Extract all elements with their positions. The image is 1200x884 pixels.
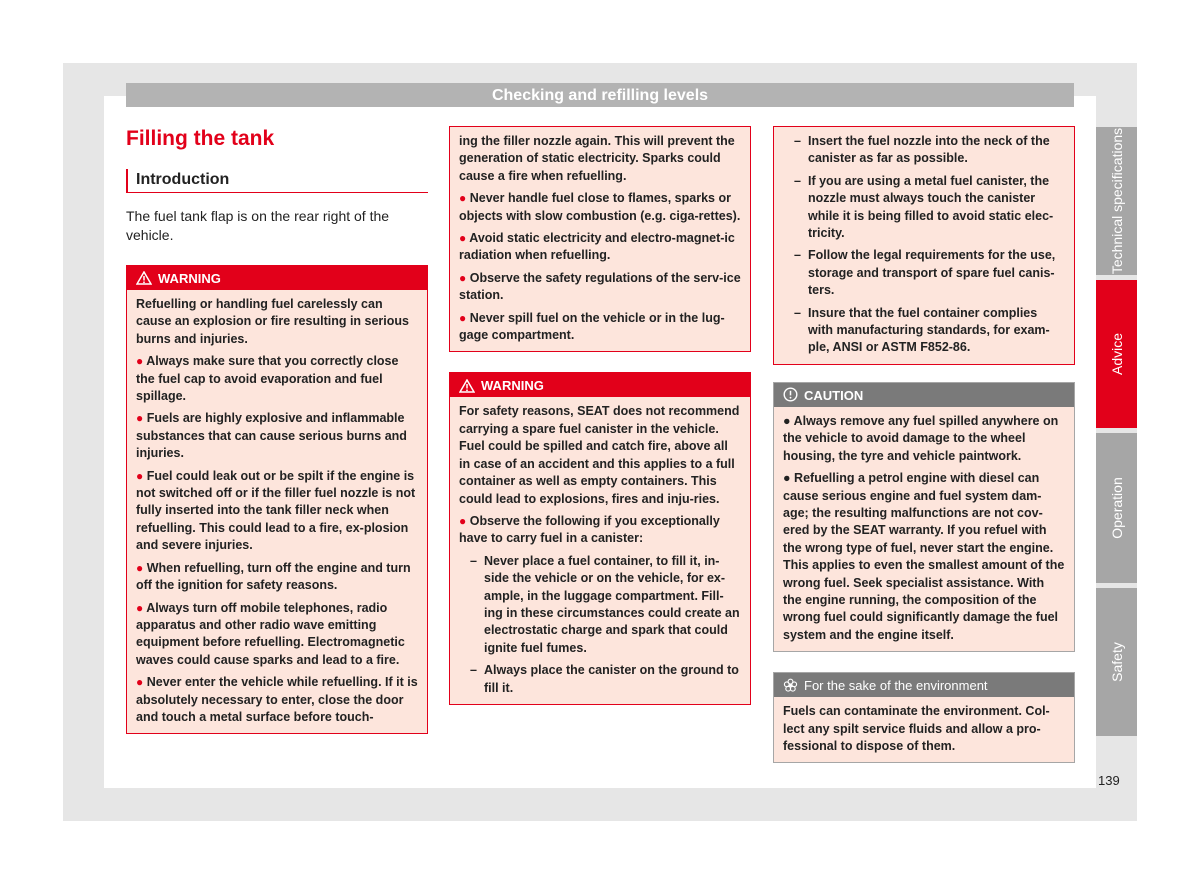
caution-label: CAUTION [804, 387, 864, 403]
warning-bullet: ● Avoid static electricity and electro-magnet-ic radiation when refuelling. [459, 231, 735, 263]
warning-dash-item: – Never place a fuel container, to fill it, in-side the vehicle or on the vehicle, for ex-ample, in the luggage compartment. Fill-ing in these circumstances could create an electrostatic charge and spark that could ignite fuel fumes. [470, 553, 740, 655]
warning-box-continued [449, 126, 751, 352]
warning-triangle-icon [459, 379, 475, 393]
warning-dash-item: – Insert the fuel nozzle into the neck of the canister as far as possible. [794, 134, 1050, 166]
bullet-icon: ● [783, 413, 791, 428]
bullet-icon: ● [459, 191, 467, 206]
tab-label: Advice [1108, 332, 1125, 376]
warning-bullet: ● Never spill fuel on the vehicle or in the lug-gage compartment. [459, 310, 725, 343]
environment-header [774, 673, 1074, 697]
warning-bullet: ● Fuels are highly explosive and inflammable substances that can cause serious burns and injuries. [136, 411, 407, 461]
warning-bullet: ● When refuelling, turn off the engine and turn off the ignition for safety reasons. [136, 560, 411, 593]
environment-label: For the sake of the environment [804, 678, 988, 694]
warning-label: WARNING [158, 271, 221, 286]
bullet-icon: ● [459, 310, 467, 325]
column-3 [773, 126, 1075, 763]
bullet-icon: ● [136, 600, 144, 615]
caution-bullet: ● Refuelling a petrol engine with diesel can cause serious engine and fuel system dam-age; the resulting malfunctions are not cov-ered by the SEAT warranty. If you refuel with the wrong type of fuel, never start the engine. This applies to even the smallest amount of the wrong fuel. Seek specialist assistance. With the engine running, the composition of the wrong fuel could significantly damage the fuel system and the engine itself. [783, 471, 1065, 642]
warning-intro: For safety reasons, SEAT does not recommend carrying a spare fuel canister in the vehicle. Fuel could be spilled and catch fire, above all in case of an accident and this applies to a full container as well as empty containers. This could lead to explosions, fires and inju-ries. [459, 404, 740, 506]
bullet-icon: ● [459, 270, 467, 285]
warning-continuation: ing the filler nozzle again. This will prevent the generation of static electricity. Sparks could cause a fire when refuelling. [459, 134, 735, 183]
caution-box [773, 382, 1075, 652]
tab-safety[interactable] [1096, 588, 1137, 736]
bullet-icon: ● [136, 468, 144, 483]
warning-bullet: ● Always turn off mobile telephones, radio apparatus and other radio wave emitting equipment before refuelling. Electromagnetic waves could cause sparks and lead to a fire. [136, 600, 405, 667]
warning-dash-item: – Always place the canister on the ground to fill it. [470, 663, 739, 695]
warning-intro: Refuelling or handling fuel carelessly can cause an explosion or fire resulting in serious burns and injuries. [136, 297, 409, 346]
warning-bullet: ● Always make sure that you correctly close the fuel cap to avoid evaporation and fuel spillage. [136, 354, 399, 404]
tab-label: Safety [1108, 642, 1125, 682]
warning-bullet: ● Never handle fuel close to flames, sparks or objects with slow combustion (e.g. ciga-rettes). [459, 191, 741, 223]
warning-box-2-continued [773, 126, 1075, 365]
bullet-icon: ● [136, 675, 144, 690]
tab-label: Operation [1108, 477, 1125, 539]
bullet-icon: ● [459, 513, 467, 528]
environment-text: Fuels can contaminate the environment. Col-lect any spilt service fluids and allow a pro-fessional to dispose of them. [783, 704, 1050, 753]
tab-advice[interactable] [1096, 280, 1137, 428]
chapter-header: Checking and refilling levels [126, 83, 1074, 107]
bullet-icon: ● [459, 231, 467, 246]
warning-header [450, 373, 750, 397]
caution-header [774, 383, 1074, 407]
warning-bullet: ● Observe the safety regulations of the serv-ice station. [459, 270, 741, 303]
warning-triangle-icon [136, 271, 152, 285]
caution-bullet: ● Always remove any fuel spilled anywhere on the vehicle to avoid damage to the wheel housing, the tyre and vehicle paintwork. [783, 413, 1059, 463]
bullet-icon: ● [136, 560, 144, 575]
warning-dash-item: – Follow the legal requirements for the use, storage and transport of spare fuel canis-ters. [794, 248, 1056, 298]
tab-operation[interactable] [1096, 433, 1137, 583]
bullet-icon: ● [136, 411, 144, 426]
warning-dash-item: – If you are using a metal fuel canister, the nozzle must always touch the canister while it is being filled to avoid static elec-tricity. [794, 173, 1054, 241]
bullet-icon: ● [136, 354, 144, 369]
warning-dash-item: – Insure that the fuel container complies with manufacturing standards, for exam-ple, ANSI or ASTM F852-86. [794, 305, 1050, 355]
environment-box [773, 672, 1075, 763]
warning-header [127, 266, 427, 290]
bullet-icon: ● [783, 471, 791, 486]
column-1 [126, 126, 428, 734]
section-title: Filling the tank [126, 127, 275, 150]
warning-bullet: ● Never enter the vehicle while refuelling. If it is absolutely necessary to enter, close the door and touch a metal surface before touch- [136, 675, 418, 724]
caution-circle-icon [783, 387, 798, 402]
warning-box [126, 265, 428, 734]
tab-label: Technical specifications [1108, 127, 1125, 275]
warning-bullet: ● Observe the following if you exceptionally have to carry fuel in a canister: [459, 513, 720, 546]
subsection-heading: Introduction [126, 169, 428, 193]
flower-icon [783, 678, 798, 693]
column-2 [449, 126, 751, 705]
intro-text: The fuel tank flap is on the rear right of the vehicle. [126, 208, 390, 243]
warning-bullet: ● Fuel could leak out or be spilt if the engine is not switched off or if the filler fuel nozzle is not fully inserted into the tank filler neck when refuelling. This could lead to a fire, ex-plosion and severe injuries. [136, 468, 416, 553]
tab-technical-specifications[interactable] [1096, 127, 1137, 275]
warning-label: WARNING [481, 378, 544, 394]
warning-box-2 [449, 372, 751, 705]
page-number: 139 [1098, 773, 1120, 788]
